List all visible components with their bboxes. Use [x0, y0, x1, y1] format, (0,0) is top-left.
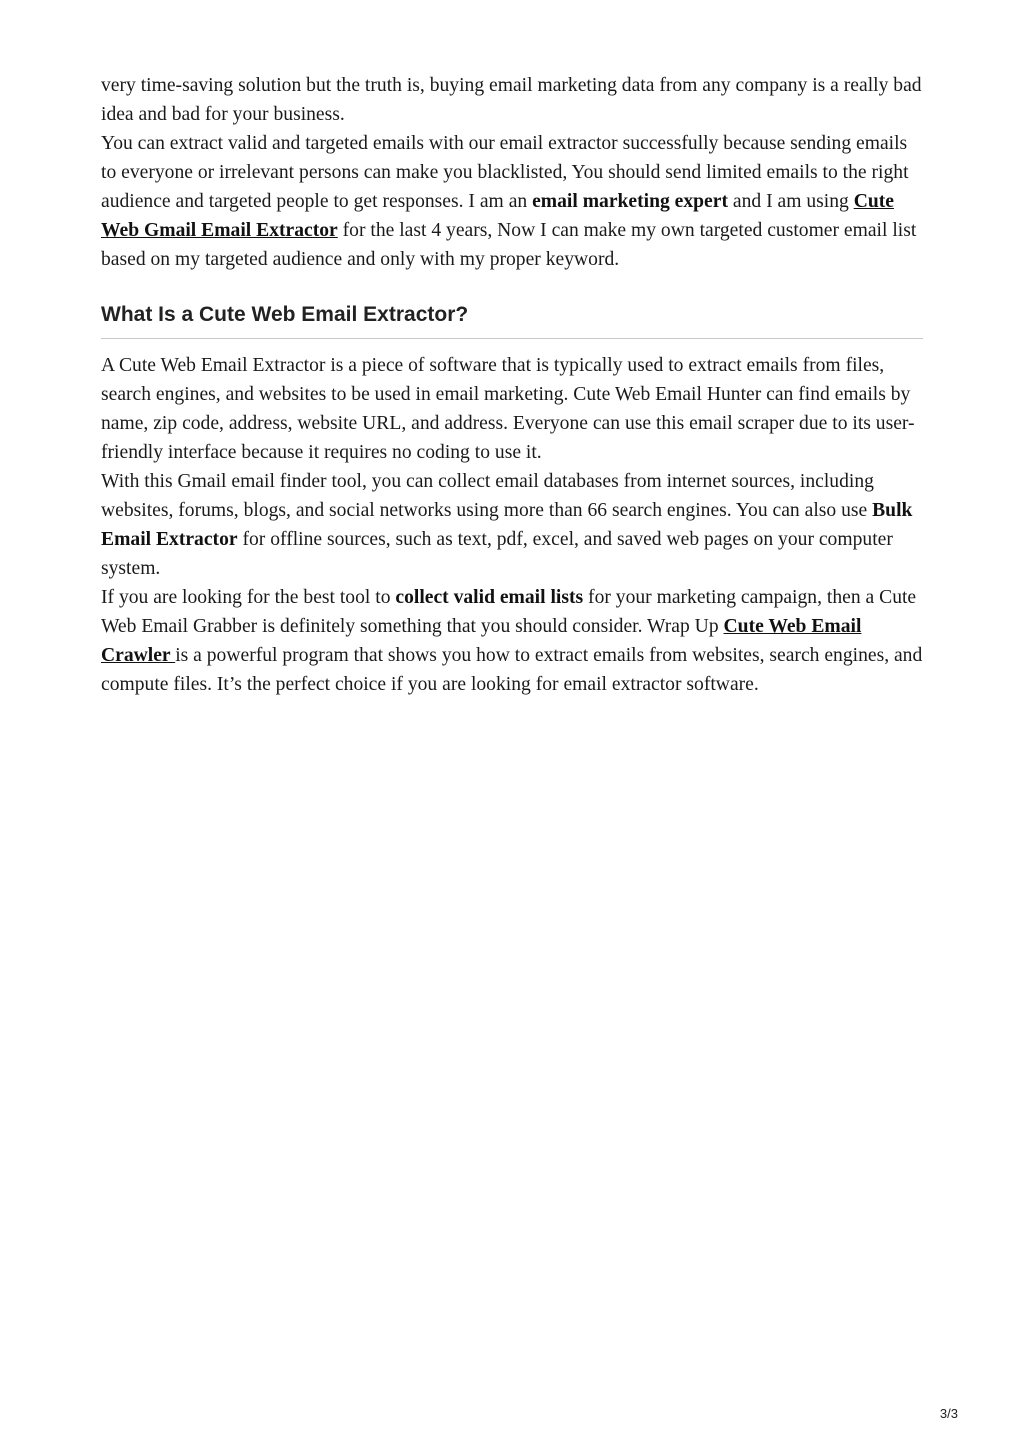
paragraph-extract-targeted-emails: [101, 129, 923, 274]
page-number: 3/3: [939, 1406, 958, 1421]
bold-email-marketing-expert: email marketing expert: [532, 191, 728, 212]
paragraph-text: for your marketing campaign, then a Cute Web Email Grabber is definitely something that you should consider. Wrap Up: [101, 587, 917, 637]
paragraph-wrap-up: [101, 583, 923, 699]
paragraph-intro-continued: very time-saving solution but the truth is, buying email marketing data from any company is a really bad idea and bad for your business.: [101, 75, 922, 125]
bold-bulk-email-extractor: Bulk Email Extractor: [101, 500, 913, 550]
paragraph-text: With this Gmail email finder tool, you can collect email databases from internet sources, including websites, forums, blogs, and social networks using more than 66 search engines. You can also use: [101, 471, 874, 521]
paragraph-text: for the last 4 years, Now I can make my own targeted customer email list based on my targeted audience and only with my proper keyword.: [101, 220, 917, 270]
paragraph-text: for offline sources, such as text, pdf, excel, and saved web pages on your computer system.: [101, 529, 893, 579]
paragraph-definition: A Cute Web Email Extractor is a piece of software that is typically used to extract emails from files, search engines, and websites to be used in email marketing. Cute Web Email Hunter can find emails by name, zip code, address, website URL, and address. Everyone can use this email scraper due to its user-friendly interface because it requires no coding to use it.: [101, 355, 915, 463]
section-heading: What Is a Cute Web Email Extractor?: [101, 301, 923, 339]
paragraph-text: If you are looking for the best tool to: [101, 587, 396, 608]
paragraph-gmail-finder: [101, 467, 923, 583]
paragraph-text: is a powerful program that shows you how to extract emails from websites, search engines, and compute files. It’s the perfect choice if you are looking for email extractor software.: [101, 645, 923, 695]
link-cute-web-email-crawler[interactable]: Cute Web Email Crawler: [101, 616, 862, 666]
section-what-is: [101, 351, 923, 699]
link-cute-web-gmail-email-extractor[interactable]: Cute Web Gmail Email Extractor: [101, 191, 894, 241]
paragraph-text: and I am using: [727, 191, 854, 212]
bold-collect-valid-email-lists: collect valid email lists: [395, 587, 584, 608]
paragraph-text: You can extract valid and targeted emails with our email extractor successfully because sending emails to everyone or irrelevant persons can make you blacklisted, You should send limited emails to the right audience and targeted people to get responses. I am an: [101, 133, 909, 212]
document-body: [101, 71, 923, 699]
